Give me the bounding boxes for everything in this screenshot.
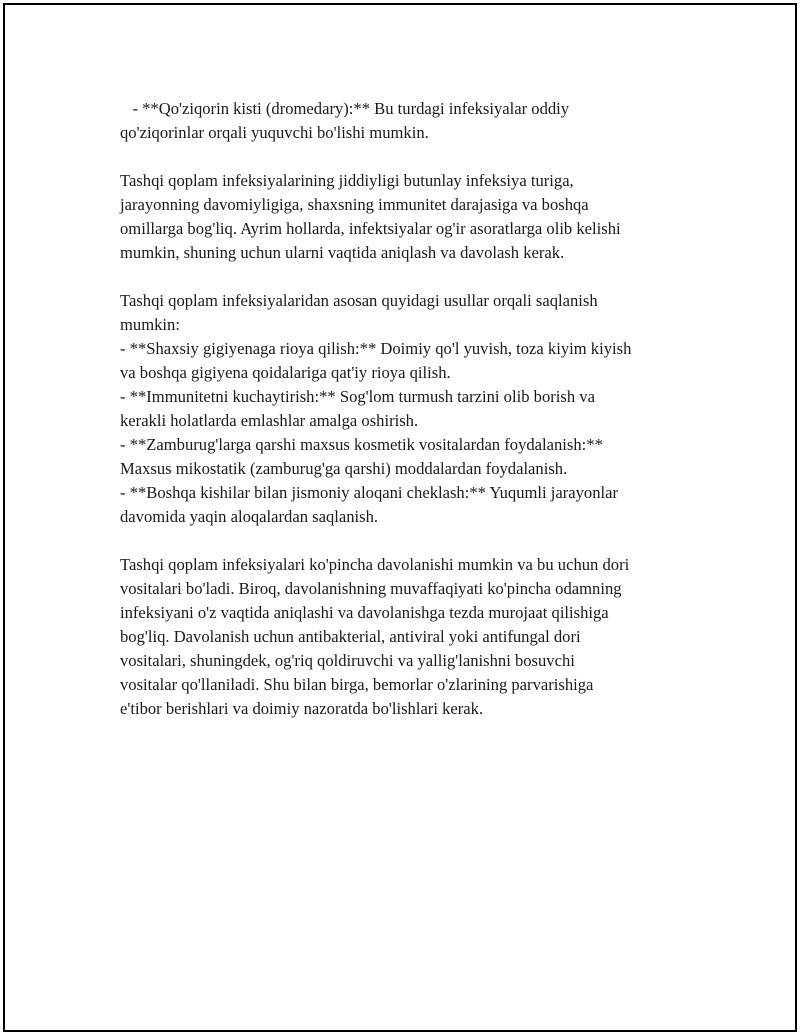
text-line: mumkin: xyxy=(120,315,180,334)
text-line: infeksiyani o'z vaqtida aniqlashi va davolanishga tezda murojaat qilishiga xyxy=(120,603,609,622)
list-item-line: - **Immunitetni kuchaytirish:** Sog'lom turmush tarzini olib borish va xyxy=(120,387,595,406)
text-line: - **Qo'ziqorin kisti (dromedary):** Bu turdagi infeksiyalar oddiy xyxy=(120,99,570,118)
text-line: vositalari, shuningdek, og'riq qoldiruvchi va yallig'lanishni bosuvchi xyxy=(120,651,575,670)
text-line: qo'ziqorinlar orqali yuquvchi bo'lishi mumkin. xyxy=(120,123,429,142)
list-item-line: va boshqa gigiyena qoidalariga qat'iy rioya qilish. xyxy=(120,363,451,382)
list-item-line: - **Zamburug'larga qarshi maxsus kosmetik vositalardan foydalanish:** xyxy=(120,435,603,454)
text-line: vositalar qo'llaniladi. Shu bilan birga, bemorlar o'zlarining parvarishiga xyxy=(120,675,594,694)
list-item-line: - **Shaxsiy gigiyenaga rioya qilish:** Doimiy qo'l yuvish, toza kiyim kiyish xyxy=(120,339,632,358)
text-line: e'tibor berishlari va doimiy nazoratda bo'lishlari kerak. xyxy=(120,699,484,718)
paragraph xyxy=(120,553,700,721)
text-line: jarayonning davomiyligiga, shaxsning immunitet darajasiga va boshqa xyxy=(120,195,589,214)
list-item-line: kerakli holatlarda emlashlar amalga oshirish. xyxy=(120,411,419,430)
text-line: Tashqi qoplam infeksiyalari ko'pincha davolanishi mumkin va bu uchun dori xyxy=(120,555,630,574)
paragraph-gap xyxy=(120,145,700,169)
text-line: bog'liq. Davolanish uchun antibakterial, antiviral yoki antifungal dori xyxy=(120,627,581,646)
paragraph-gap xyxy=(120,529,700,553)
paragraph-gap xyxy=(120,265,700,289)
paragraph xyxy=(120,289,700,529)
list-item-line: davomida yaqin aloqalardan saqlanish. xyxy=(120,507,379,526)
text-line: mumkin, shuning uchun ularni vaqtida aniqlash va davolash kerak. xyxy=(120,243,565,262)
list-item-line: Maxsus mikostatik (zamburug'ga qarshi) moddalardan foydalanish. xyxy=(120,459,568,478)
text-line: vositalari bo'ladi. Biroq, davolanishning muvaffaqiyati ko'pincha odamning xyxy=(120,579,622,598)
document-page xyxy=(3,3,797,1032)
paragraph xyxy=(120,97,700,145)
paragraph xyxy=(120,169,700,265)
text-line: Tashqi qoplam infeksiyalaridan asosan quyidagi usullar orqali saqlanish xyxy=(120,291,598,310)
document-body xyxy=(120,97,700,721)
text-line: Tashqi qoplam infeksiyalarining jiddiyligi butunlay infeksiya turiga, xyxy=(120,171,574,190)
list-item-line: - **Boshqa kishilar bilan jismoniy aloqani cheklash:** Yuqumli jarayonlar xyxy=(120,483,619,502)
text-line: omillarga bog'liq. Ayrim hollarda, infektsiyalar og'ir asoratlarga olib kelishi xyxy=(120,219,621,238)
